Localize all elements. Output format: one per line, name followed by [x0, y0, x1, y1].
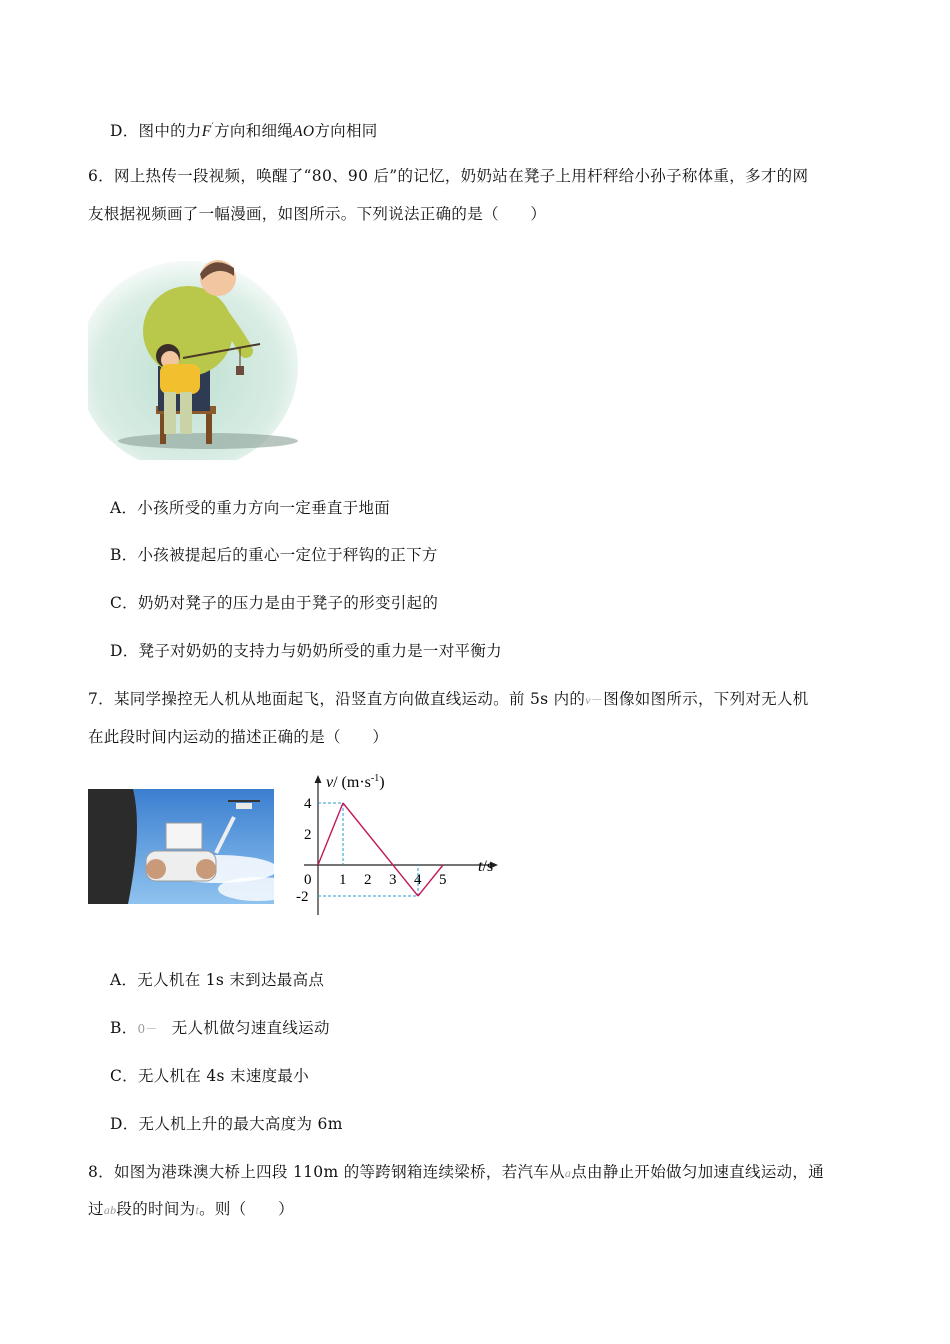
y-tick--2: -2: [296, 889, 309, 905]
x-axis-label: t/s: [478, 858, 494, 875]
drone-photo: [88, 789, 274, 904]
q7-option-d: D．无人机上升的最大高度为 6m: [110, 1115, 343, 1133]
q6-option-a: A．小孩所受的重力方向一定垂直于地面: [110, 499, 391, 517]
q7-stem-line2: 在此段时间内运动的描述正确的是（ ）: [88, 728, 389, 746]
v-t-graph: [294, 765, 506, 923]
curve-segment-0: [318, 803, 343, 865]
q7-option-b: B．0－ 无人机做匀速直线运动: [110, 1019, 330, 1037]
q5-option-d: D．图中的力F′方向和细绳AO方向相同: [110, 122, 378, 140]
y-tick-4: 4: [304, 796, 312, 812]
q8-stem-line2: 过ab段的时间为t。则（ ）: [88, 1200, 294, 1218]
x-tick-1: 1: [339, 872, 347, 888]
q7-option-a: A．无人机在 1s 末到达最高点: [110, 971, 325, 989]
q6-option-c: C．奶奶对凳子的压力是由于凳子的形变引起的: [110, 594, 439, 612]
y-axis-arrow: [315, 775, 322, 783]
q7-option-c: C．无人机在 4s 末速度最小: [110, 1067, 310, 1085]
y-axis-label: v/ $(m\cdot s^{-1})$: [326, 773, 385, 791]
grandma-scale-illustration: [88, 246, 298, 460]
curve-segment-1: [343, 803, 418, 896]
y-tick-2: 2: [304, 827, 312, 843]
q6-option-d: D．凳子对奶奶的支持力与奶奶所受的重力是一对平衡力: [110, 642, 502, 660]
x-tick-0: 0: [304, 872, 312, 888]
q6-stem-line1: 6．网上热传一段视频，唤醒了“80、90 后”的记忆，奶奶站在凳子上用杆秤给小孙子称体重，多才的网: [88, 167, 809, 185]
x-tick-4: 4: [414, 872, 422, 888]
x-tick-3: 3: [389, 872, 397, 888]
q6-stem-line2: 友根据视频画了一幅漫画，如图所示。下列说法正确的是（ ）: [88, 205, 547, 223]
q7-stem-line1: 7．某同学操控无人机从地面起飞，沿竖直方向做直线运动。前 5s 内的v－图像如图所示，下列对无人机: [88, 690, 809, 708]
q8-stem-line1: 8．如图为港珠澳大桥上四段 110m 的等跨钢箱连续梁桥，若汽车从a点由静止开始做匀加速直线运动，通: [88, 1163, 825, 1181]
q6-option-b: B．小孩被提起后的重心一定位于秤钩的正下方: [110, 546, 438, 564]
x-tick-5: 5: [439, 872, 447, 888]
x-tick-2: 2: [364, 872, 372, 888]
